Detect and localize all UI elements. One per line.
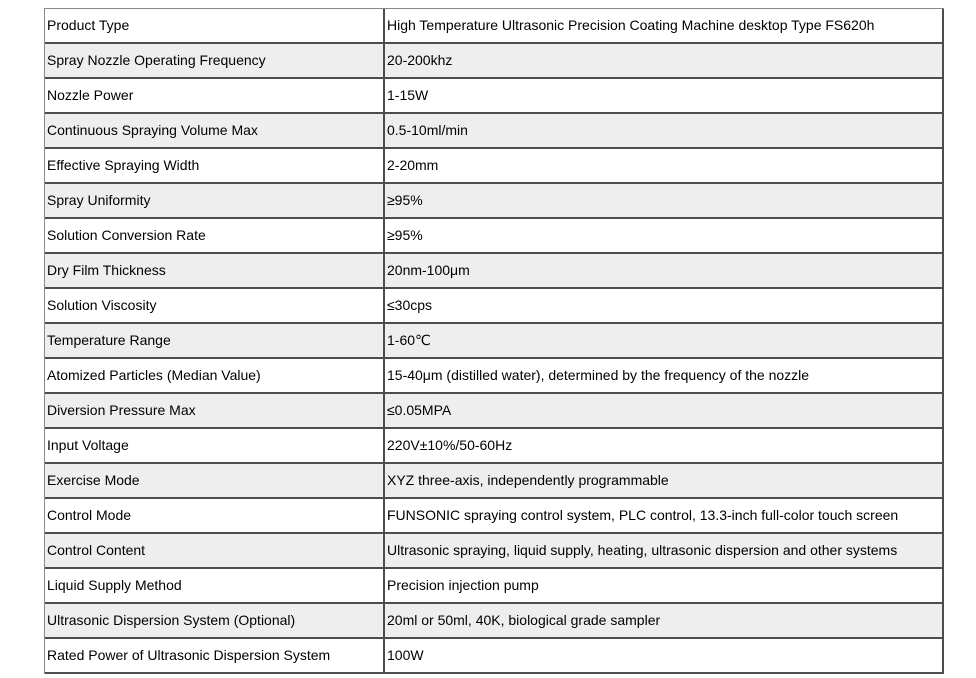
spec-label: Effective Spraying Width <box>45 149 385 184</box>
spec-label: Solution Viscosity <box>45 289 385 324</box>
spec-value: High Temperature Ultrasonic Precision Coating Machine desktop Type FS620h <box>385 9 944 44</box>
spec-label: Solution Conversion Rate <box>45 219 385 254</box>
table-row <box>45 359 944 394</box>
spec-label: Dry Film Thickness <box>45 254 385 289</box>
spec-label: Input Voltage <box>45 429 385 464</box>
spec-label: Continuous Spraying Volume Max <box>45 114 385 149</box>
spec-value: 1-60℃ <box>385 324 944 359</box>
table-row <box>45 114 944 149</box>
spec-value: 220V±10%/50-60Hz <box>385 429 944 464</box>
spec-label: Ultrasonic Dispersion System (Optional) <box>45 604 385 639</box>
spec-value: XYZ three-axis, independently programmable <box>385 464 944 499</box>
table-row <box>45 464 944 499</box>
spec-label: Atomized Particles (Median Value) <box>45 359 385 394</box>
spec-value: ≤30cps <box>385 289 944 324</box>
spec-table <box>44 8 944 674</box>
spec-value: ≥95% <box>385 184 944 219</box>
spec-label: Temperature Range <box>45 324 385 359</box>
table-row <box>45 394 944 429</box>
spec-label: Nozzle Power <box>45 79 385 114</box>
spec-value: ≥95% <box>385 219 944 254</box>
spec-label: Product Type <box>45 9 385 44</box>
spec-value: 20ml or 50ml, 40K, biological grade sampler <box>385 604 944 639</box>
table-row <box>45 44 944 79</box>
spec-table-body <box>45 9 944 674</box>
table-row <box>45 499 944 534</box>
table-row <box>45 289 944 324</box>
spec-label: Exercise Mode <box>45 464 385 499</box>
table-row <box>45 534 944 569</box>
spec-value: 0.5-10ml/min <box>385 114 944 149</box>
spec-value: 100W <box>385 639 944 674</box>
spec-value: 1-15W <box>385 79 944 114</box>
spec-label: Liquid Supply Method <box>45 569 385 604</box>
table-row <box>45 79 944 114</box>
table-row <box>45 429 944 464</box>
table-row <box>45 149 944 184</box>
spec-value: FUNSONIC spraying control system, PLC control, 13.3-inch full-color touch screen <box>385 499 944 534</box>
table-row <box>45 569 944 604</box>
spec-value: Ultrasonic spraying, liquid supply, heating, ultrasonic dispersion and other systems <box>385 534 944 569</box>
table-row <box>45 604 944 639</box>
spec-label: Rated Power of Ultrasonic Dispersion System <box>45 639 385 674</box>
spec-label: Diversion Pressure Max <box>45 394 385 429</box>
spec-value: 2-20mm <box>385 149 944 184</box>
table-row <box>45 184 944 219</box>
spec-value: ≤0.05MPA <box>385 394 944 429</box>
spec-value: 20-200khz <box>385 44 944 79</box>
table-row <box>45 9 944 44</box>
spec-label: Spray Nozzle Operating Frequency <box>45 44 385 79</box>
table-row <box>45 254 944 289</box>
spec-label: Control Content <box>45 534 385 569</box>
spec-value: 15-40μm (distilled water), determined by the frequency of the nozzle <box>385 359 944 394</box>
spec-value: Precision injection pump <box>385 569 944 604</box>
table-row <box>45 324 944 359</box>
spec-value: 20nm-100μm <box>385 254 944 289</box>
table-row <box>45 639 944 674</box>
spec-label: Control Mode <box>45 499 385 534</box>
spec-label: Spray Uniformity <box>45 184 385 219</box>
table-row <box>45 219 944 254</box>
